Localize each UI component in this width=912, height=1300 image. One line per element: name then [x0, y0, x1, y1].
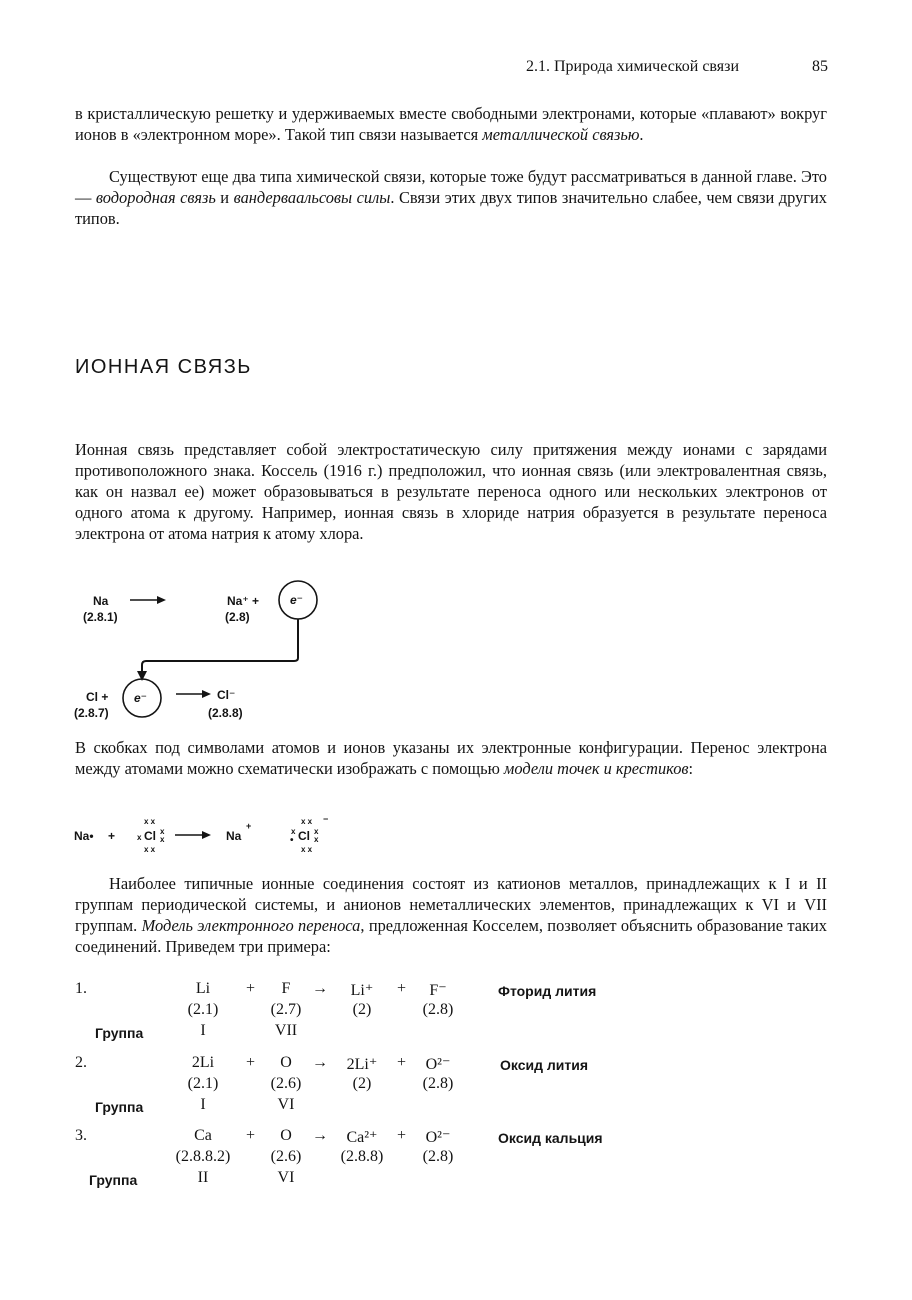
example-number: 1. [75, 980, 87, 997]
na-config: (2.8.1) [83, 610, 118, 624]
na-ion-config: (2.8) [225, 610, 250, 624]
reactant-a: Li [195, 980, 211, 997]
group-b: VI [277, 1096, 295, 1113]
p1-text: в кристаллическую решетку и удерживаемых вместе свободными электронами, которые «плавают» вокруг ионов в «электронном море». Такой тип связи называется [75, 104, 827, 144]
dot-na-ion: Na [226, 829, 242, 843]
reactant-b: F [281, 980, 291, 997]
group-label: Группа [89, 1172, 138, 1188]
group-b: VII [274, 1022, 298, 1039]
paragraph-ionic-bond: Ионная связь представляет собой электростатическую силу притяжения между ионами с зарядами противоположного знака. Коссель (1916 г.) предположил, что ионная связь (или электровалентная связь, как он назвал ее) может образовываться в результате переноса одного или нескольких электронов от одного атома к другому. Например, ионная связь в хлориде натрия образуется в результате переноса электрона от атома натрия к атому хлора. [75, 440, 827, 543]
product-c: 2Li⁺ [346, 1056, 378, 1073]
cl-config: (2.8.7) [74, 706, 109, 720]
plus-2: + [397, 1127, 407, 1144]
p5-text: Наиболее типичные ионные соединения состоят из катионов металлов, принадлежащих к I и II группам периодической системы, и анионов неметаллических элементов, принадлежащих к VI и VII группам. [75, 874, 827, 935]
cl-cross-left: x [137, 833, 142, 842]
product-d: F⁻ [429, 982, 447, 999]
paragraph-kossel-model [75, 873, 827, 957]
electron-bottom: e⁻ [134, 691, 148, 705]
plus-1: + [246, 980, 256, 997]
group-a: II [197, 1169, 209, 1186]
config-c: (2.8.8) [340, 1148, 384, 1165]
p2-text-2: и [215, 188, 234, 207]
p2-text-3: . Связи этих двух типов значительно слабее, чем связи других типов. [75, 188, 827, 228]
electron-top: e⁻ [290, 593, 304, 607]
cl-ion-charge: − [323, 814, 329, 824]
config-d: (2.8) [422, 1001, 454, 1018]
arrow-cl-head [202, 690, 211, 698]
config-c: (2) [352, 1001, 372, 1018]
group-label: Группа [95, 1025, 144, 1041]
cl-ion-cross-right-2: x [314, 835, 319, 844]
cl-ion-config: (2.8.8) [208, 706, 243, 720]
dot-cross-model [60, 810, 360, 860]
compound-name: Фторид лития [498, 983, 597, 999]
dot-plus: + [108, 829, 116, 843]
p1-end: . [639, 125, 644, 144]
na-atom: Na [93, 594, 109, 608]
reactant-a: 2Li [191, 1054, 215, 1071]
examples [0, 978, 912, 1198]
reactant-b: O [280, 1127, 292, 1144]
arrow: → [312, 1054, 328, 1071]
cl-cross-right-2: x [160, 835, 165, 844]
example-number: 2. [75, 1054, 87, 1071]
na-ion: Na⁺ + [227, 594, 260, 608]
p2-text-1: Существуют еще два типа химической связи, которые тоже будут рассматриваться в данной главе. Это — [75, 167, 827, 207]
config-b: (2.6) [270, 1148, 302, 1165]
config-a: (2.8.8.2) [175, 1148, 231, 1165]
p1-emphasis: металлической связью [482, 125, 640, 144]
arrow-na-head [157, 596, 166, 604]
compound-name: Оксид кальция [498, 1130, 603, 1146]
p4-text: В скобках под символами атомов и ионов указаны их электронные конфигурации. Перенос электрона между атомами можно схематически изображать с помощью [75, 738, 827, 778]
config-c: (2) [352, 1075, 372, 1092]
example-number: 3. [75, 1127, 87, 1144]
plus-1: + [246, 1054, 256, 1071]
group-a: I [200, 1022, 206, 1039]
paragraph-metallic-bond [75, 103, 827, 145]
arrow: → [312, 980, 328, 997]
cl-ion-dot: • [290, 835, 294, 846]
dot-cl: Cl [144, 829, 156, 843]
paragraph-dot-cross [75, 737, 827, 779]
product-d: O²⁻ [425, 1129, 451, 1146]
plus-1: + [246, 1127, 256, 1144]
product-c: Ca²⁺ [346, 1129, 378, 1146]
transfer-path [142, 619, 298, 675]
config-d: (2.8) [422, 1148, 454, 1165]
reactant-b: O [280, 1054, 292, 1071]
cl-cross-right-1: x [160, 827, 165, 836]
p4-end: : [688, 759, 694, 778]
group-b: VI [277, 1169, 295, 1186]
config-b: (2.6) [270, 1075, 302, 1092]
na-ion-charge: + [246, 821, 252, 831]
paragraph-other-bond-types [75, 166, 827, 229]
reactant-a: Ca [194, 1127, 212, 1144]
cl-cross-bottom: x x [144, 845, 156, 854]
running-header-section: 2.1. Природа химической связи [526, 58, 740, 75]
cl-atom: Cl + [86, 690, 109, 704]
cl-ion-cross-bottom: x x [301, 845, 313, 854]
config-a: (2.1) [187, 1001, 219, 1018]
dot-arrow-head [202, 831, 211, 839]
section-title: ИОННАЯ СВЯЗЬ [75, 356, 252, 378]
dot-cl-ion: Cl [298, 829, 310, 843]
p5-end: , предложенная Косселем, позволяет объяснить образование таких соединений. Приведем три примера: [75, 916, 827, 956]
cl-ion-cross-left: x [291, 827, 296, 836]
config-b: (2.7) [270, 1001, 302, 1018]
product-d: O²⁻ [425, 1056, 451, 1073]
p2-emphasis-hydrogen: водородная связь [95, 188, 216, 207]
compound-name: Оксид лития [500, 1057, 589, 1073]
p5-emphasis: Модель электронного переноса [141, 916, 361, 935]
group-label: Группа [95, 1099, 144, 1115]
group-a: I [200, 1096, 206, 1113]
cl-ion-cross-right-1: x [314, 827, 319, 836]
page-number: 85 [812, 58, 828, 75]
p2-emphasis-vdw: вандерваальсовы силы [233, 188, 391, 207]
config-a: (2.1) [187, 1075, 219, 1092]
plus-2: + [397, 1054, 407, 1071]
plus-2: + [397, 980, 407, 997]
config-d: (2.8) [422, 1075, 454, 1092]
dot-na: Na• [74, 829, 94, 843]
cl-ion: Cl⁻ [217, 688, 236, 702]
cl-ion-cross-top: x x [301, 817, 313, 826]
p4-emphasis: модели точек и крестиков [503, 759, 689, 778]
cl-cross-top: x x [144, 817, 156, 826]
electron-transfer-diagram [60, 575, 360, 725]
arrow: → [312, 1127, 328, 1144]
product-c: Li⁺ [350, 982, 374, 999]
